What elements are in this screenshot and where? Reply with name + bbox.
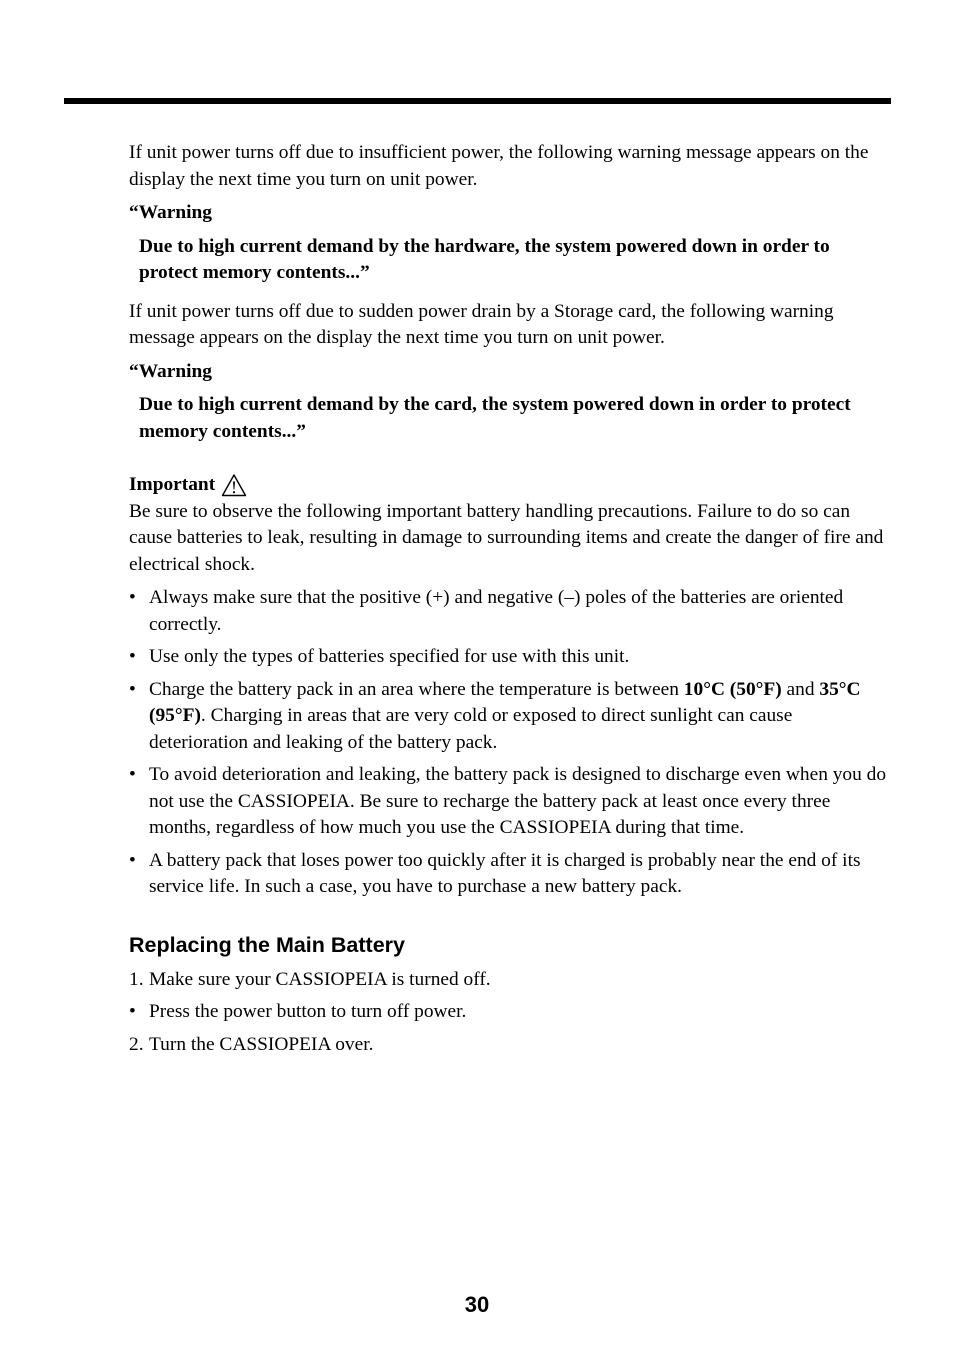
bullet-marker: • (129, 646, 136, 667)
bullet-marker: • (129, 678, 136, 700)
important-heading (129, 472, 889, 499)
step-item (129, 1032, 889, 1059)
list-item (129, 585, 889, 638)
bullet-text: A battery pack that loses power too quickly after it is charged is probably near the end of its service life. In such a case, you have to purchase a new battery pack. (149, 849, 861, 897)
warning-triangle-icon (221, 473, 247, 497)
important-label: Important (129, 474, 216, 495)
temperature-low: 10°C (50°F) (683, 678, 782, 700)
list-item (129, 762, 889, 842)
precautions-list (129, 585, 889, 901)
list-item (129, 848, 889, 901)
bullet-marker: • (129, 764, 136, 785)
bullet-text: To avoid deterioration and leaking, the battery pack is designed to discharge even when you do not use the CASSIOPEIA. Be sure to recharge the battery pack at least once every three months, regardless of how much you use the CASSIOPEIA during that time. (149, 764, 887, 838)
temperature-high: 35°C (95°F) (149, 678, 861, 726)
section-heading-replacing: Replacing the Main Battery (129, 932, 405, 957)
important-paragraph: Be sure to observe the following important battery handling precautions. Failure to do so can cause batteries to leak, resulting in damage to surrounding items and create the danger of fire and electrical shock. (129, 500, 884, 575)
step-number: 2. (129, 1033, 144, 1055)
list-item (129, 644, 889, 671)
sub-bullet-text: Press the power button to turn off power. (149, 1001, 467, 1022)
warning-message-2: Due to high current demand by the card, the system powered down in order to protect memory contents...” (139, 394, 851, 442)
list-item (129, 677, 889, 757)
header-rule (64, 98, 891, 104)
step-text: Make sure your CASSIOPEIA is turned off. (149, 968, 491, 990)
replacing-steps (129, 967, 889, 1059)
page-number: 30 (464, 1292, 490, 1317)
bullet-marker: • (129, 587, 136, 608)
bullet-text-post: . Charging in areas that are very cold or exposed to direct sunlight can cause deterioration and leaking of the battery pack. (149, 705, 793, 753)
bullet-marker: • (129, 1001, 136, 1022)
bullet-text: Use only the types of batteries specified for use with this unit. (149, 646, 630, 667)
step-text: Turn the CASSIOPEIA over. (149, 1033, 374, 1055)
intro-paragraph: If unit power turns off due to insufficient power, the following warning message appears on the display the next time you turn on unit power. (129, 142, 869, 190)
bullet-marker: • (129, 849, 136, 871)
warning-label-2: “Warning (129, 360, 212, 382)
warning-label-1: “Warning (129, 202, 212, 223)
step-item (129, 967, 889, 994)
bullet-text: Always make sure that the positive (+) and negative (–) poles of the batteries are oriented correctly. (149, 587, 844, 635)
bullet-text-mid: and (781, 678, 820, 700)
bullet-text-pre: Charge the battery pack in an area where the temperature is between (149, 678, 684, 700)
step-number: 1. (129, 968, 144, 990)
warning-message-1: Due to high current demand by the hardware, the system powered down in order to protect memory contents...” (139, 235, 830, 283)
step-sub-bullet (129, 999, 889, 1026)
storage-paragraph: If unit power turns off due to sudden power drain by a Storage card, the following warning message appears on the display the next time you turn on unit power. (129, 300, 834, 348)
page-content (129, 140, 889, 1064)
